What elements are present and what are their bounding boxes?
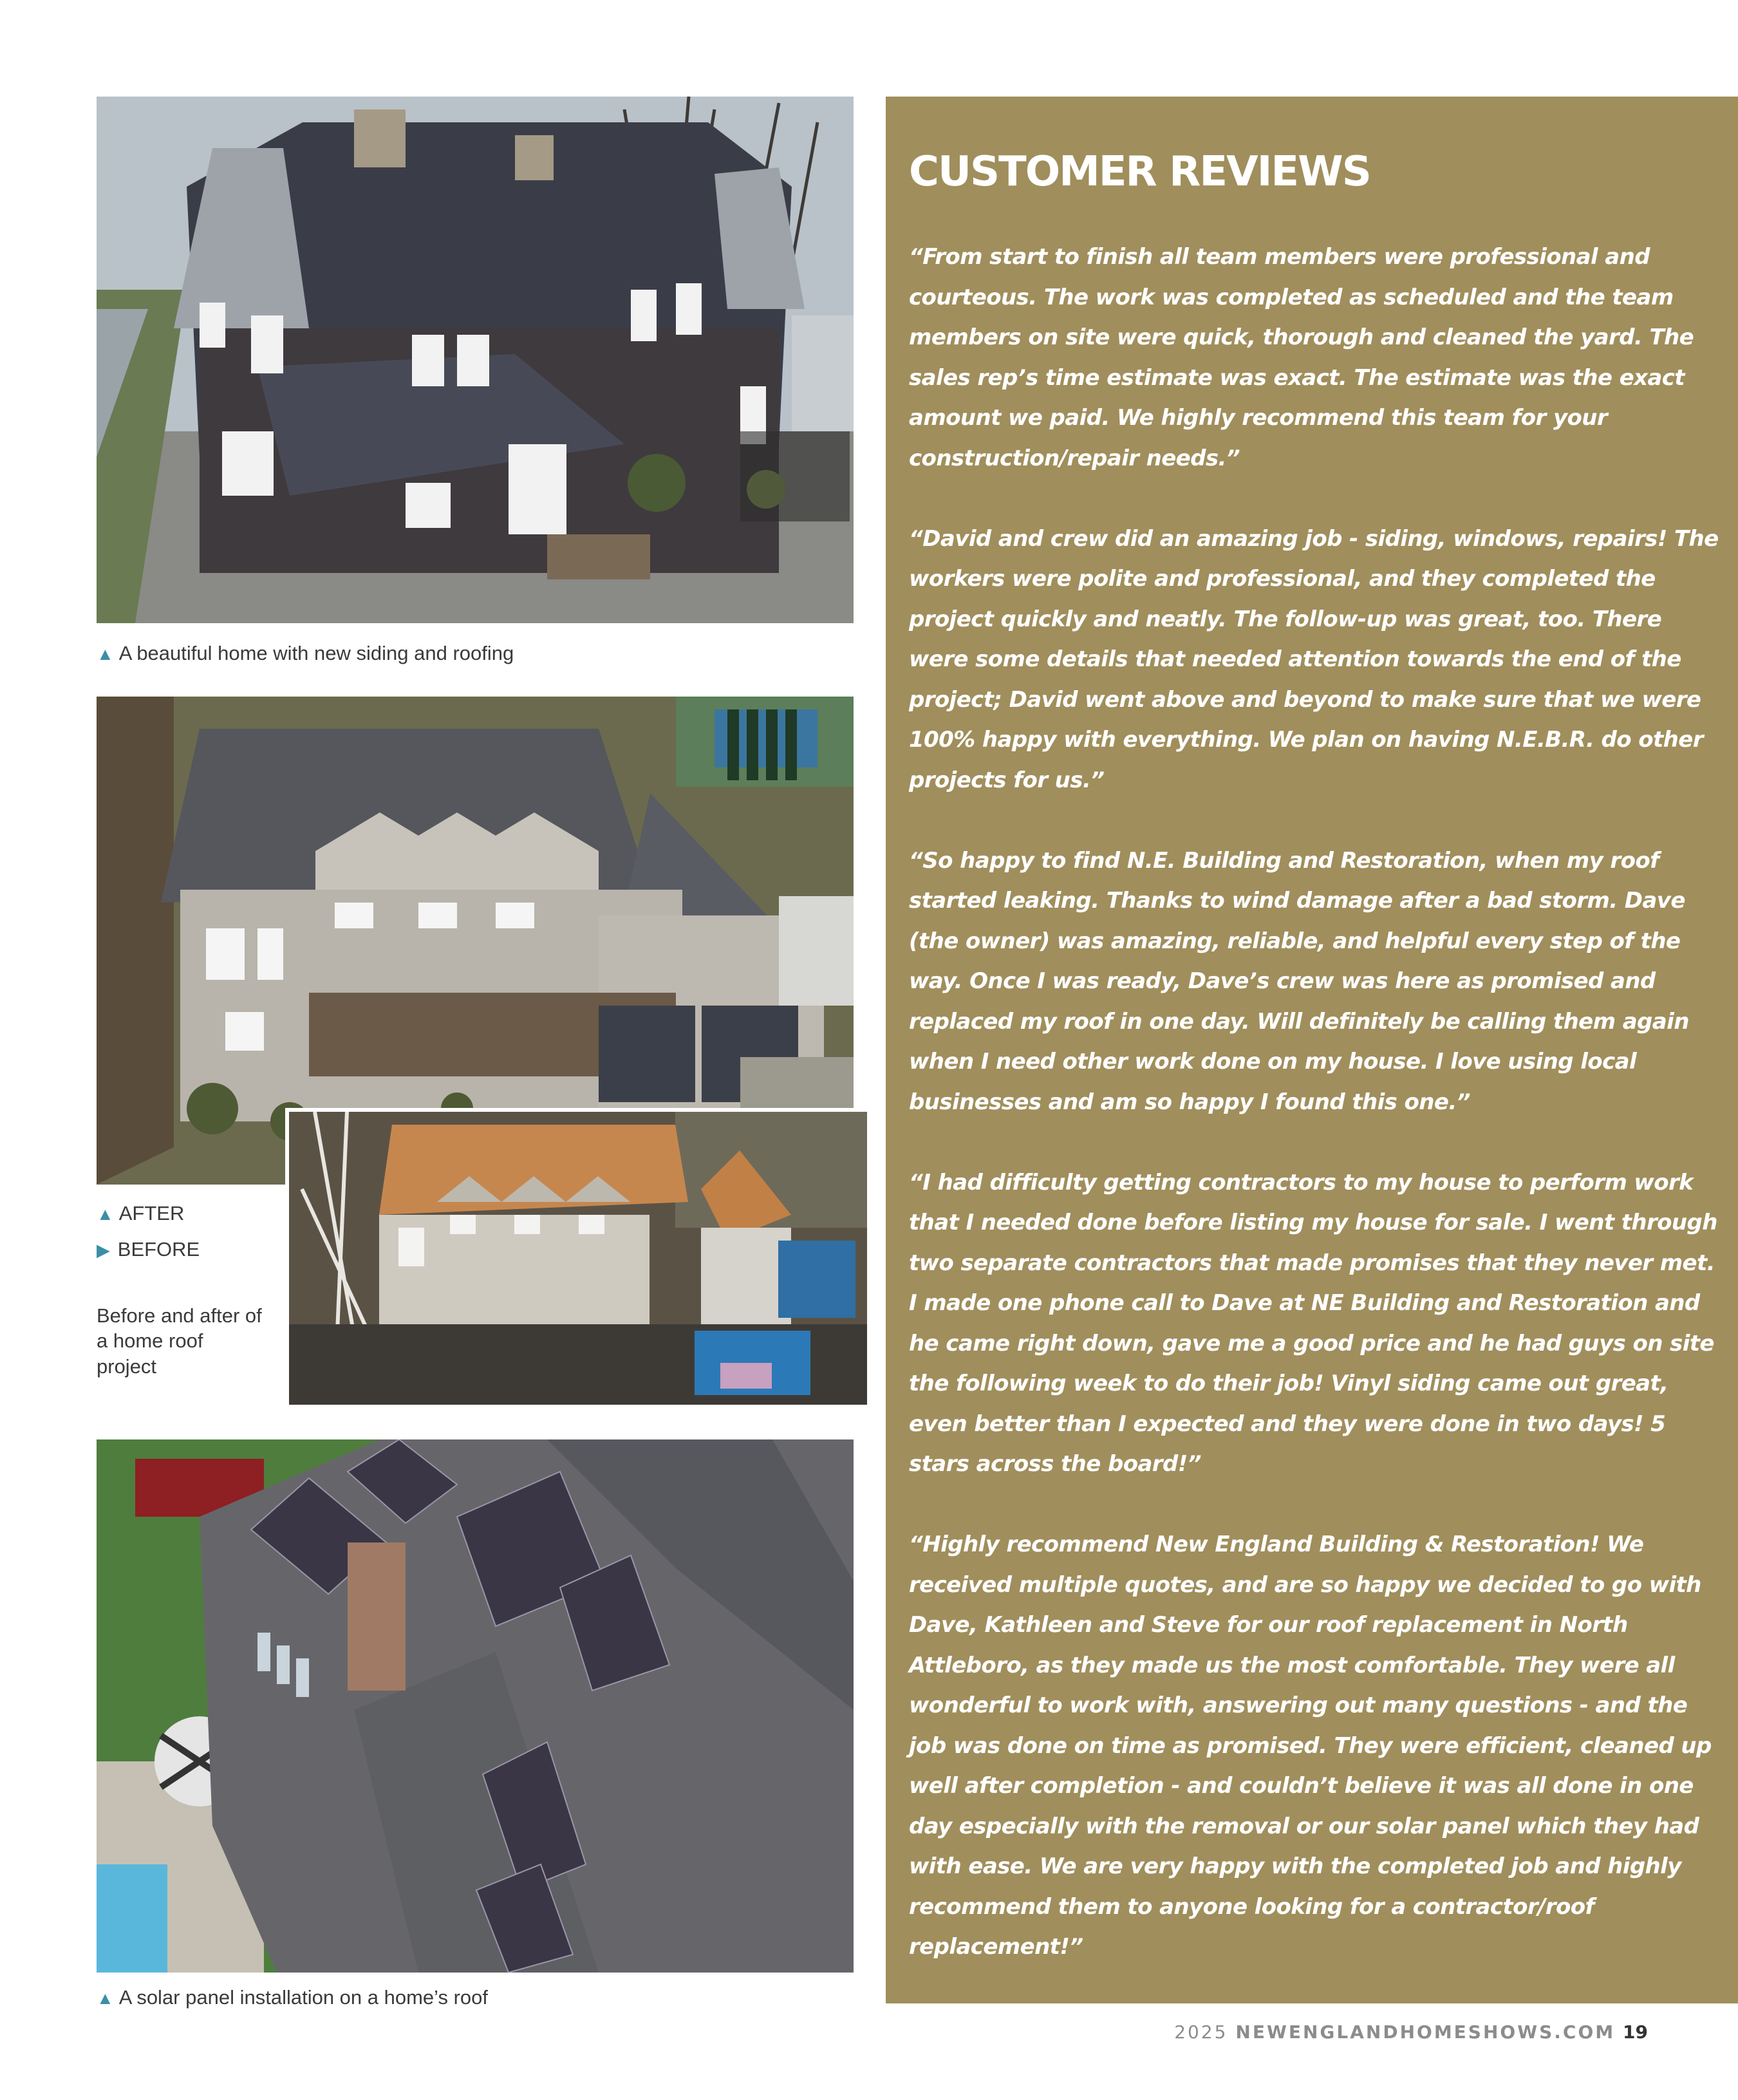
triangle-up-icon: ▲ bbox=[97, 644, 114, 664]
before-photo bbox=[289, 1112, 867, 1405]
page-footer bbox=[1174, 2021, 1648, 2043]
page-number: 19 bbox=[1623, 2021, 1648, 2043]
review-quote: “David and crew did an amazing job - siding, windows, repairs! The workers were polite and professional, and they completed the project quickly and neatly. The follow-up was great, too. There were some details that needed attention towards the end of the project; David went above and beyond to make sure that we were 100% happy with everything. We plan on having N.E.B.R. do other projects for us.” bbox=[909, 525, 1719, 793]
after-label: ▲ AFTER bbox=[97, 1202, 185, 1224]
triangle-up-icon: ▲ bbox=[97, 1989, 114, 2008]
before-after-description: Before and after of a home roof project bbox=[97, 1304, 262, 1378]
house-photo bbox=[97, 97, 854, 623]
solar-caption: ▲ A solar panel installation on a home’s roof bbox=[97, 1986, 489, 2009]
footer-year: 2025 bbox=[1174, 2021, 1228, 2043]
review-quote: “Highly recommend New England Building & Restoration! We received multiple quotes, and are so happy we decided to go with Dave, Kathleen and Steve for our roof replacement in North Attleboro, as they made us the most comfortable. They were all wonderful to work with, answering out many questions - and the job was done on time as promised. They were efficient, cleaned up well after completion - and couldn’t believe it was all done in one day especially with the removal or our solar panel which they had with ease. We are very happy with the completed job and highly recommend them to anyone looking for a contractor/roof replacement!” bbox=[909, 1532, 1712, 1960]
review-quote: “From start to finish all team members were professional and courteous. The work was completed as scheduled and the team members on site were quick, thorough and cleaned the yard. The sales rep’s time estimate was exact. The estimate was the exact amount we paid. We highly recommend this team for your construction/repair needs.” bbox=[909, 244, 1694, 471]
house-caption: ▲ A beautiful home with new siding and roofing bbox=[97, 642, 514, 664]
triangle-up-icon: ▲ bbox=[97, 1205, 114, 1224]
review-quote: “I had difficulty getting contractors to my house to perform work that I needed done before listing my house for sale. I went through two separate contractors that made promises that they never met. I made one phone call to Dave at NE Building and Restoration and he came right down, gave me a good price and he had guys on site the following week to do their job! Vinyl siding came out great, even better than I expected and they were done in two days! 5 stars across the board!” bbox=[909, 1169, 1717, 1477]
before-label: ▶ BEFORE bbox=[97, 1238, 200, 1261]
footer-site[interactable]: NEWENGLANDHOMESHOWS.COM bbox=[1235, 2021, 1616, 2043]
solar-photo bbox=[97, 1439, 854, 1973]
review-quote: “So happy to find N.E. Building and Restoration, when my roof started leaking. Thanks to wind damage after a bad storm. Dave (the owner) was amazing, reliable, and helpful every step of the way. Once I was ready, Dave’s crew was here as promised and replaced my roof in one day. Will definitely be calling them again when I need other work done on my house. I love using local businesses and am so happy I found this one.” bbox=[909, 847, 1689, 1115]
reviews-list bbox=[909, 237, 1726, 2007]
triangle-right-icon: ▶ bbox=[97, 1241, 110, 1260]
reviews-title: CUSTOMER REVIEWS bbox=[909, 148, 1370, 196]
customer-reviews-panel bbox=[886, 97, 1738, 2003]
